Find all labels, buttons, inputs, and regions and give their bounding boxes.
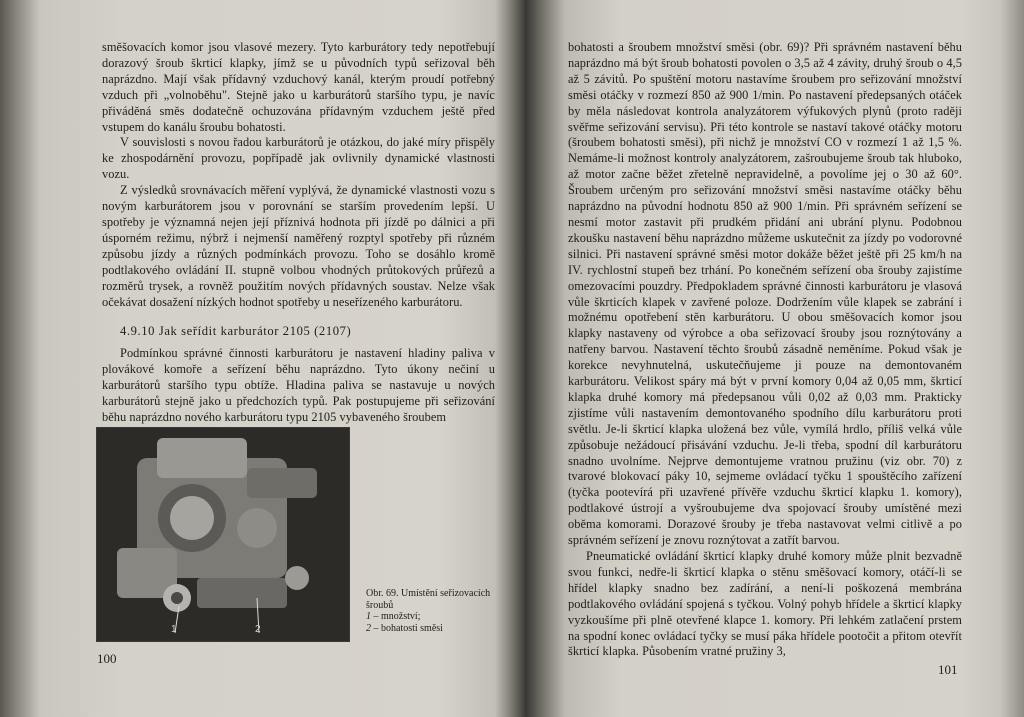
right-paragraph-1: bohatosti a šroubem množství směsi (obr. 69)? Při správném nastavení běhu naprázdno má být šroub bohatosti povolen o 3,5 až 4 závity, druhý šroub o 4,5 až 5 závitů. Po spuštění motoru nastavíme šroubem pro seřizování množství směsi otáčky v rozmezí 850 až 900 1/min. Po nastavení předepsaných otáček by měla následovat kontrola analyzátorem výfukových plynů (proto raději svěřme seřizování servisu). Při této kontrole se nastaví takové otáčky motoru (šroubem bohatosti směsi), při nichž je množství CO v rozmezí 1 až 1,5 %. Nemáme-li možnost kontroly analyzátorem, zašroubujeme šroub tak hluboko, až motor začne běžet zřetelně nepravidelně, a povolíme jej o 30 až 60°. Šroubem určeným pro seřizování množství směsi nastavíme otáčky běhu naprázdno na původní hodnotu 850 až 900 1/min. Při správném seřízení se nesmí motor zastavit při prudkém přidání ani ubrání plynu. Podobnou zkoušku nastavení běhu naprázdno můžeme uskutečnit za jízdy po vodorovné silnici. Při nastavení správné směsi motor dokáže běžet ještě při 25 km/h na IV. rychlostní stupeň bez trhání. Po konečném seřízení oba šrouby zajistíme omezovacími pouzdry. Předpokladem správné činnosti karburátoru je vlasová vůle škrticích klapek v zavřené poloze. Dodržením vůle klapek se zabrání i možnému opotřebení stěn karburátoru. U obou směšovacích komor jsou klapky nastaveny od výrobce a oba seřizovací šrouby jsou roznýtovány a natřeny barvou. Nastavení těchto šroubů zásadně neměníme. Pokud však je korekce nevyhnutelná, uskutečňujeme ji pouze na demontovaném karburátoru. Velikost spáry má být v první komory 0,04 až 0,05 mm, škrticí klapka druhé komory má předepsanou vůli 0,02 až 0,03 mm. Prakticky zjistíme vůli nastavením demontovaného spodního dílu karburátoru proti světlu. Je-li škrticí klapka uložená bez vůle, vymílá hrdlo, příliš velká vůle způsobuje nežádoucí přisávání vzduchu. Je-li třeba, spodní díl karburátoru snadno uvolníme. Nejprve demontujeme vratnou pružinu (viz obr. 70) z tvarové blokovací páky 10, sejmeme ovládací tyčku 1 spouštěcího zařízení (tyčka pootevírá při uzavřené přívěře vzduchu škrticí klapku 1. komory), podtlakové ústrojí a vyšroubujeme dva spojovací šrouby umístěné mezi oběma komorami. Dorazové šrouby je třeba nastavovat velmi citlivě a po správném seřízení je znovu roznýtovat a zatřít barvou. [568,40,962,548]
figure-label-1: 1 [171,624,177,635]
page-number-right: 101 [938,662,958,677]
section-heading: 4.9.10 Jak seřídit karburátor 2105 (2107) [120,324,352,339]
left-paragraph-1: směšovacích komor jsou vlasové mezery. Tyto karburátory tedy nepotřebují dorazový šroub škrticí klapky, jímž se u původních typů seřizoval běh naprázdno. Mají však přídavný vzduchový kanál, kterým proudí potřebný vzduch při „volnoběhu". Stejně jako u karburátorů staršího typu, je navíc přiváděná směs dodatečně ochuzována přídavným vzduchem ještě před vstupem do kanálu šroubu bohatosti. [102,40,495,134]
figure-label-2: 2 [255,624,261,635]
carburetor-photo [96,427,350,642]
right-paragraph-2: Pneumatické ovládání škrticí klapky druhé komory může plnit bezvadně svou funkci, nedře-li škrticí klapka o stěnu směšovací komory, otáčí-li se hřídel klapky snadno bez zadírání, a není-li poškozená membrána podtlakového ovládání spojená s tyčkou. Volný pohyb hřídele a škrticí klapky vyzkoušíme při plně otevřené klapce 1. komory. Při lehkém zatlačení prstem na spodní konec ovládací tyčky se musí páka hřídele pootočit a přitom otevřít škrticí klapka. Působením vratné pružiny 3, [568,549,962,659]
left-text-column [102,40,495,426]
figure-caption [366,588,496,634]
caption-item-1: 1 – množství; [366,611,421,623]
page-number-left: 100 [97,651,117,666]
caption-title: Obr. 69. Umístění seřizovacích šroubů [366,588,491,611]
right-page [528,0,1024,717]
left-paragraph-2: V souvislosti s novou řadou karburátorů je otázkou, do jaké míry přispěly ke zhospodárnění provozu, popřípadě jak ovlivnily dynamické vlastnosti vozu. [102,135,495,182]
left-paragraph-4: Podmínkou správné činnosti karburátoru je nastavení hladiny paliva v plovákové komoře a seřízení běhu naprázdno. Tyto úkony nečiní u karburátorů staršího typu obtíže. Hladina paliva se nastavuje u nových karburátorů stejně jako u předchozích typů. Pak postupujeme při seřizování běhu naprázdno nového karburátoru typu 2105 vybaveného šroubem [102,346,495,424]
left-paragraph-3: Z výsledků srovnávacích měření vyplývá, že dynamické vlastnosti vozu s novým karburátorem jsou v porovnání se starším provedením lepší. U spotřeby je významná nejen její příznivá hodnota při jízdě po dálnici a při úsporném režimu, nýbrž i nejmenší naměřený rozptyl spotřeby při různém způsobu jízdy a různých podmínkách provozu. Toho se dosáhlo kromě podtlakového ovládání II. stupně volbou vhodných průtokových průřezů a rozměrů trysek, a rovněž použitím nových přídavných soustav. Nelze však očekávat dosažení nízkých hodnot spotřeby u neseřízeného karburátoru. [102,183,495,309]
caption-item-2: 2 – bohatosti směsi [366,622,443,634]
carburetor-illustration [97,428,349,641]
right-text-column [568,40,962,660]
